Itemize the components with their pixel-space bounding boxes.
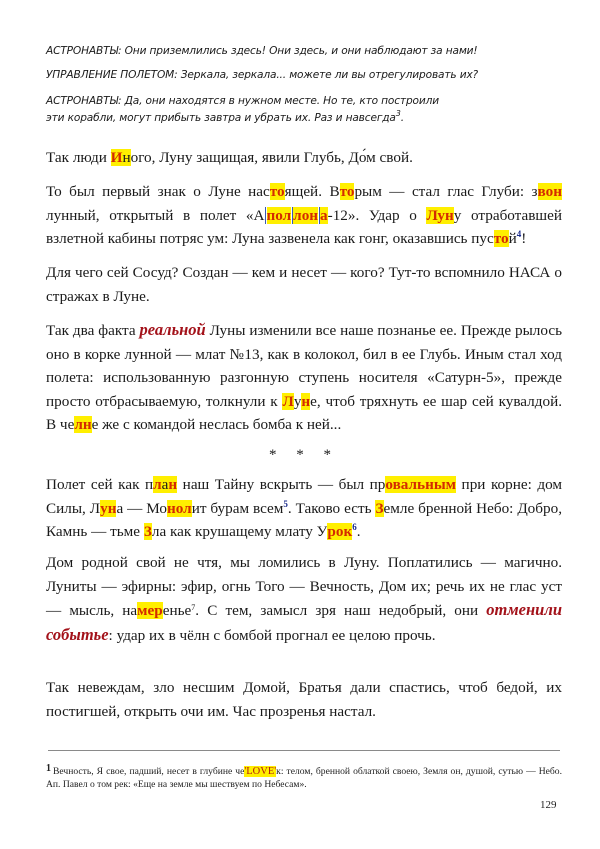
highlight: [153, 476, 177, 493]
text: е же с командой неслась бомба к ней...: [91, 416, 342, 434]
epigraph-line-astronauts-1: [46, 43, 566, 60]
text: ящей. В: [284, 183, 340, 200]
text: ого, Луну защищая, явили Глубь, До́м свой.: [130, 149, 413, 166]
text: ла как крушащему млату У: [151, 523, 328, 541]
footnote-ref[interactable]: 3: [395, 109, 401, 118]
highlight: З: [143, 523, 152, 541]
highlight: рок: [327, 523, 353, 541]
highlight: пол: [266, 206, 292, 224]
footnote-ref[interactable]: 5: [283, 498, 288, 509]
text: Так люди: [46, 149, 111, 166]
highlight: овальным: [385, 476, 457, 493]
footnote-number: 1: [46, 763, 51, 774]
highlight-text: н: [168, 476, 178, 493]
text: . Таково есть: [287, 499, 376, 517]
paragraph-2: [46, 180, 562, 251]
highlight: лн: [74, 416, 92, 434]
highlight: н: [301, 392, 311, 410]
text: емле бренной Небо: Добро, Камнь — тьме: [46, 499, 562, 541]
page-number: 129: [540, 799, 557, 811]
epigraph-text: УПРАВЛЕНИЕ ПОЛЕТОМ: Зеркала, зеркала... можете ли вы отрегулировать их?: [46, 69, 479, 81]
paragraph-1: [46, 146, 562, 170]
epigraph-text: АСТРОНАВТЫ: Они приземлились здесь! Они здесь, и они наблюдают за нами!: [46, 45, 478, 57]
footnote-ref[interactable]: 7: [191, 603, 196, 613]
highlight-text: И: [110, 149, 123, 166]
highlight-text: л: [153, 476, 162, 493]
highlight: то: [339, 183, 355, 200]
highlight: вон: [537, 183, 562, 200]
footnote-separator: [48, 750, 560, 751]
paragraph-7: [46, 676, 562, 723]
text: -12». Удар о: [327, 206, 427, 224]
highlight: [111, 149, 131, 166]
text: а — Мо: [116, 499, 168, 517]
footnote-text: Вечность, Я свое, падший, несет в глубине че: [53, 766, 245, 777]
text: Так два факта: [46, 322, 140, 339]
text: у: [293, 392, 302, 410]
highlight: то: [269, 183, 285, 200]
highlight: лон: [293, 206, 319, 224]
text: Луны изменили все наше познанье ее. Прежде рылось оно в корке лунной — млат №13, как в колокол, бил в ее Глубь. Иным стал ход полета: использованную разгонную ступень носителя «Сатурн-5», прежде просто отбрасываемую, толкнули к: [46, 322, 563, 410]
footnote-ref[interactable]: 6: [352, 522, 357, 533]
text: : удар их в чёлн с бомбой прогнал ее целою прочь.: [108, 626, 436, 644]
text: е, чтоб тряхнуть ее шар сей кувалдой. В че: [46, 392, 562, 434]
paragraph-4: [46, 318, 562, 437]
highlight: ун: [100, 499, 117, 517]
text: Для чего сей Сосуд? Создан — кем и несет — кого? Тут-то вспомнило НАСА о стражах в Луне.: [46, 264, 562, 305]
text: у отработавшей взлетной кабины потряс ум: Луна зазвенела как гонг, оказавшись пус: [46, 206, 562, 248]
text: ит бурам всем: [191, 499, 284, 517]
highlight: то: [493, 230, 509, 248]
epigraph-text: АСТРОНАВТЫ: Да, они находятся в нужном месте. Но те, кто построили: [46, 95, 439, 107]
footnote: [46, 762, 562, 791]
highlight: мер: [137, 602, 163, 620]
highlight-text: а: [161, 476, 169, 493]
paragraph-5: [46, 473, 562, 544]
text: Полет сей как п: [46, 476, 154, 493]
emphasis: отменили событье: [46, 600, 562, 644]
text: Дом родной свой не чтя, мы ломились в Луну. Поплатились — магично. Луниты — эфирны: эфир, огнь Того — Вечность, Дом их; речь их не глас уст — мысль, на: [46, 554, 562, 620]
footnote-text: к: телом, бренной облаткой своею, Земля он, душой, сутью — Небо. Ап. Павел о том рек: «Еще на земле мы шествуем по Небесам».: [46, 766, 562, 790]
section-divider: * * *: [269, 447, 339, 463]
epigraph-text: эти корабли, могут прибыть завтра и убрать их. Раз и навсегда: [46, 112, 396, 124]
highlight: а: [320, 206, 328, 224]
text: наш Тайну вскрыть — был пр: [177, 476, 386, 493]
highlight-text: н: [122, 149, 131, 166]
text: й: [508, 230, 517, 248]
text: .: [356, 523, 361, 541]
paragraph-3: [46, 261, 562, 308]
text: . С тем, замысл зря наш недобрый, они: [195, 602, 487, 620]
text: рым — стал глас Глуби: з: [354, 183, 538, 200]
text: Так невеждам, зло несшим Домой, Братья дали спастись, чтоб бедой, их постигшей, открыть очи им. Час прозренья настал.: [46, 679, 562, 720]
text: при корне: дом Силы, Л: [46, 476, 562, 517]
text: То был первый знак о Луне нас: [46, 183, 270, 200]
text: енье: [162, 602, 192, 620]
paragraph-6: [46, 551, 562, 647]
epigraph-line-mission-control: [46, 67, 566, 84]
epigraph-text: .: [400, 112, 404, 124]
highlight: 'LOVE': [244, 766, 277, 777]
highlight: Лун: [426, 206, 454, 224]
highlight: нол: [167, 499, 192, 517]
separator: [265, 207, 266, 224]
text: лунный, открытый в полет «А: [46, 206, 265, 224]
epigraph-line-astronauts-2: [46, 93, 566, 127]
text: !: [521, 230, 527, 248]
highlight: Л: [282, 392, 294, 410]
footnote-ref[interactable]: 4: [516, 229, 522, 240]
emphasis: реальной: [139, 320, 206, 339]
highlight: З: [375, 499, 384, 517]
